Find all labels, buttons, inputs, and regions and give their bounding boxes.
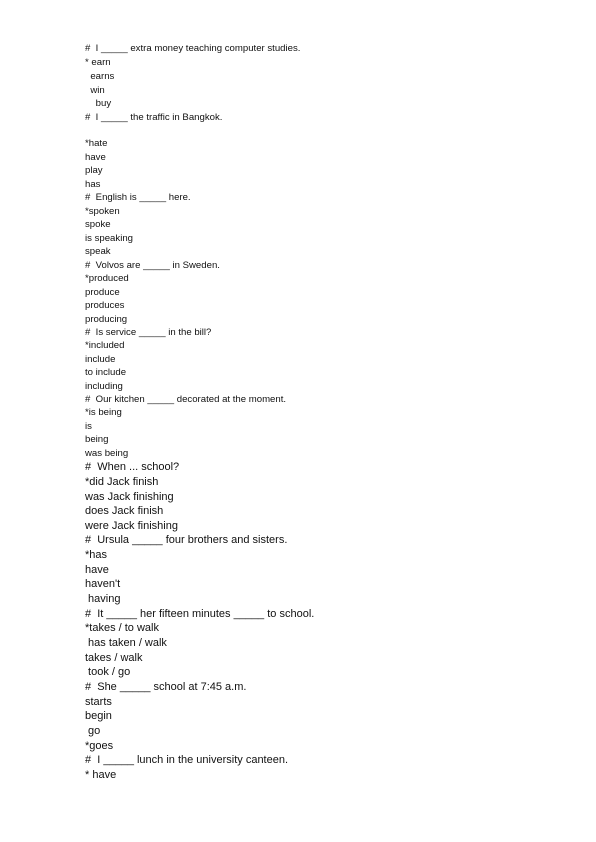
option-line: spoke	[85, 219, 111, 230]
option-line: *produced	[85, 273, 129, 284]
option-line: *takes / to walk	[85, 622, 159, 634]
option-line: starts	[85, 696, 112, 708]
question-7: # When ... school?	[85, 461, 180, 473]
option-line: was Jack finishing	[85, 491, 174, 503]
option-line: were Jack finishing	[85, 520, 178, 532]
question-5: # Is service _____ in the bill?	[85, 327, 212, 338]
question-1: # I _____ extra money teaching computer studies.	[85, 43, 301, 54]
option-line: *hate	[85, 138, 108, 149]
option-line: to include	[85, 367, 127, 378]
option-line: haven't	[85, 578, 121, 590]
option-line: *included	[85, 340, 125, 351]
option-line: begin	[85, 710, 112, 722]
question-11: # I _____ lunch in the university canteen.	[85, 754, 289, 766]
option-line: *spoken	[85, 206, 120, 217]
option-line: was being	[85, 448, 129, 459]
option-line: play	[85, 165, 103, 176]
option-line: have	[85, 152, 106, 163]
question-10: # She _____ school at 7:45 a.m.	[85, 681, 247, 693]
option-line: being	[85, 434, 109, 445]
option-line: takes / walk	[85, 652, 143, 664]
question-4: # Volvos are _____ in Sweden.	[85, 260, 220, 271]
option-line: earns	[85, 71, 115, 82]
option-line: took / go	[85, 666, 131, 678]
option-line: *has	[85, 549, 108, 561]
question-8: # Ursula _____ four brothers and sisters.	[85, 534, 288, 546]
option-line: *is being	[85, 407, 122, 418]
option-line: including	[85, 381, 123, 392]
option-line: produce	[85, 287, 120, 298]
option-line: buy	[85, 98, 112, 109]
option-line: is	[85, 421, 92, 432]
option-line: *did Jack finish	[85, 476, 159, 488]
option-line: having	[85, 593, 121, 605]
option-line: has	[85, 179, 101, 190]
option-line: does Jack finish	[85, 505, 164, 517]
question-9: # It _____ her fifteen minutes _____ to school.	[85, 608, 315, 620]
option-line: is speaking	[85, 233, 133, 244]
option-line: * earn	[85, 57, 111, 68]
option-line: *goes	[85, 740, 114, 752]
option-line: include	[85, 354, 116, 365]
option-line: has taken / walk	[85, 637, 167, 649]
option-line: have	[85, 564, 109, 576]
option-line: win	[85, 85, 105, 96]
option-line: speak	[85, 246, 111, 257]
question-3: # English is _____ here.	[85, 192, 191, 203]
option-line: * have	[85, 769, 117, 781]
question-6: # Our kitchen _____ decorated at the moment.	[85, 394, 287, 405]
option-line: produces	[85, 300, 125, 311]
question-2: # I _____ the traffic in Bangkok.	[85, 112, 223, 123]
option-line: go	[85, 725, 101, 737]
option-line: producing	[85, 314, 128, 325]
